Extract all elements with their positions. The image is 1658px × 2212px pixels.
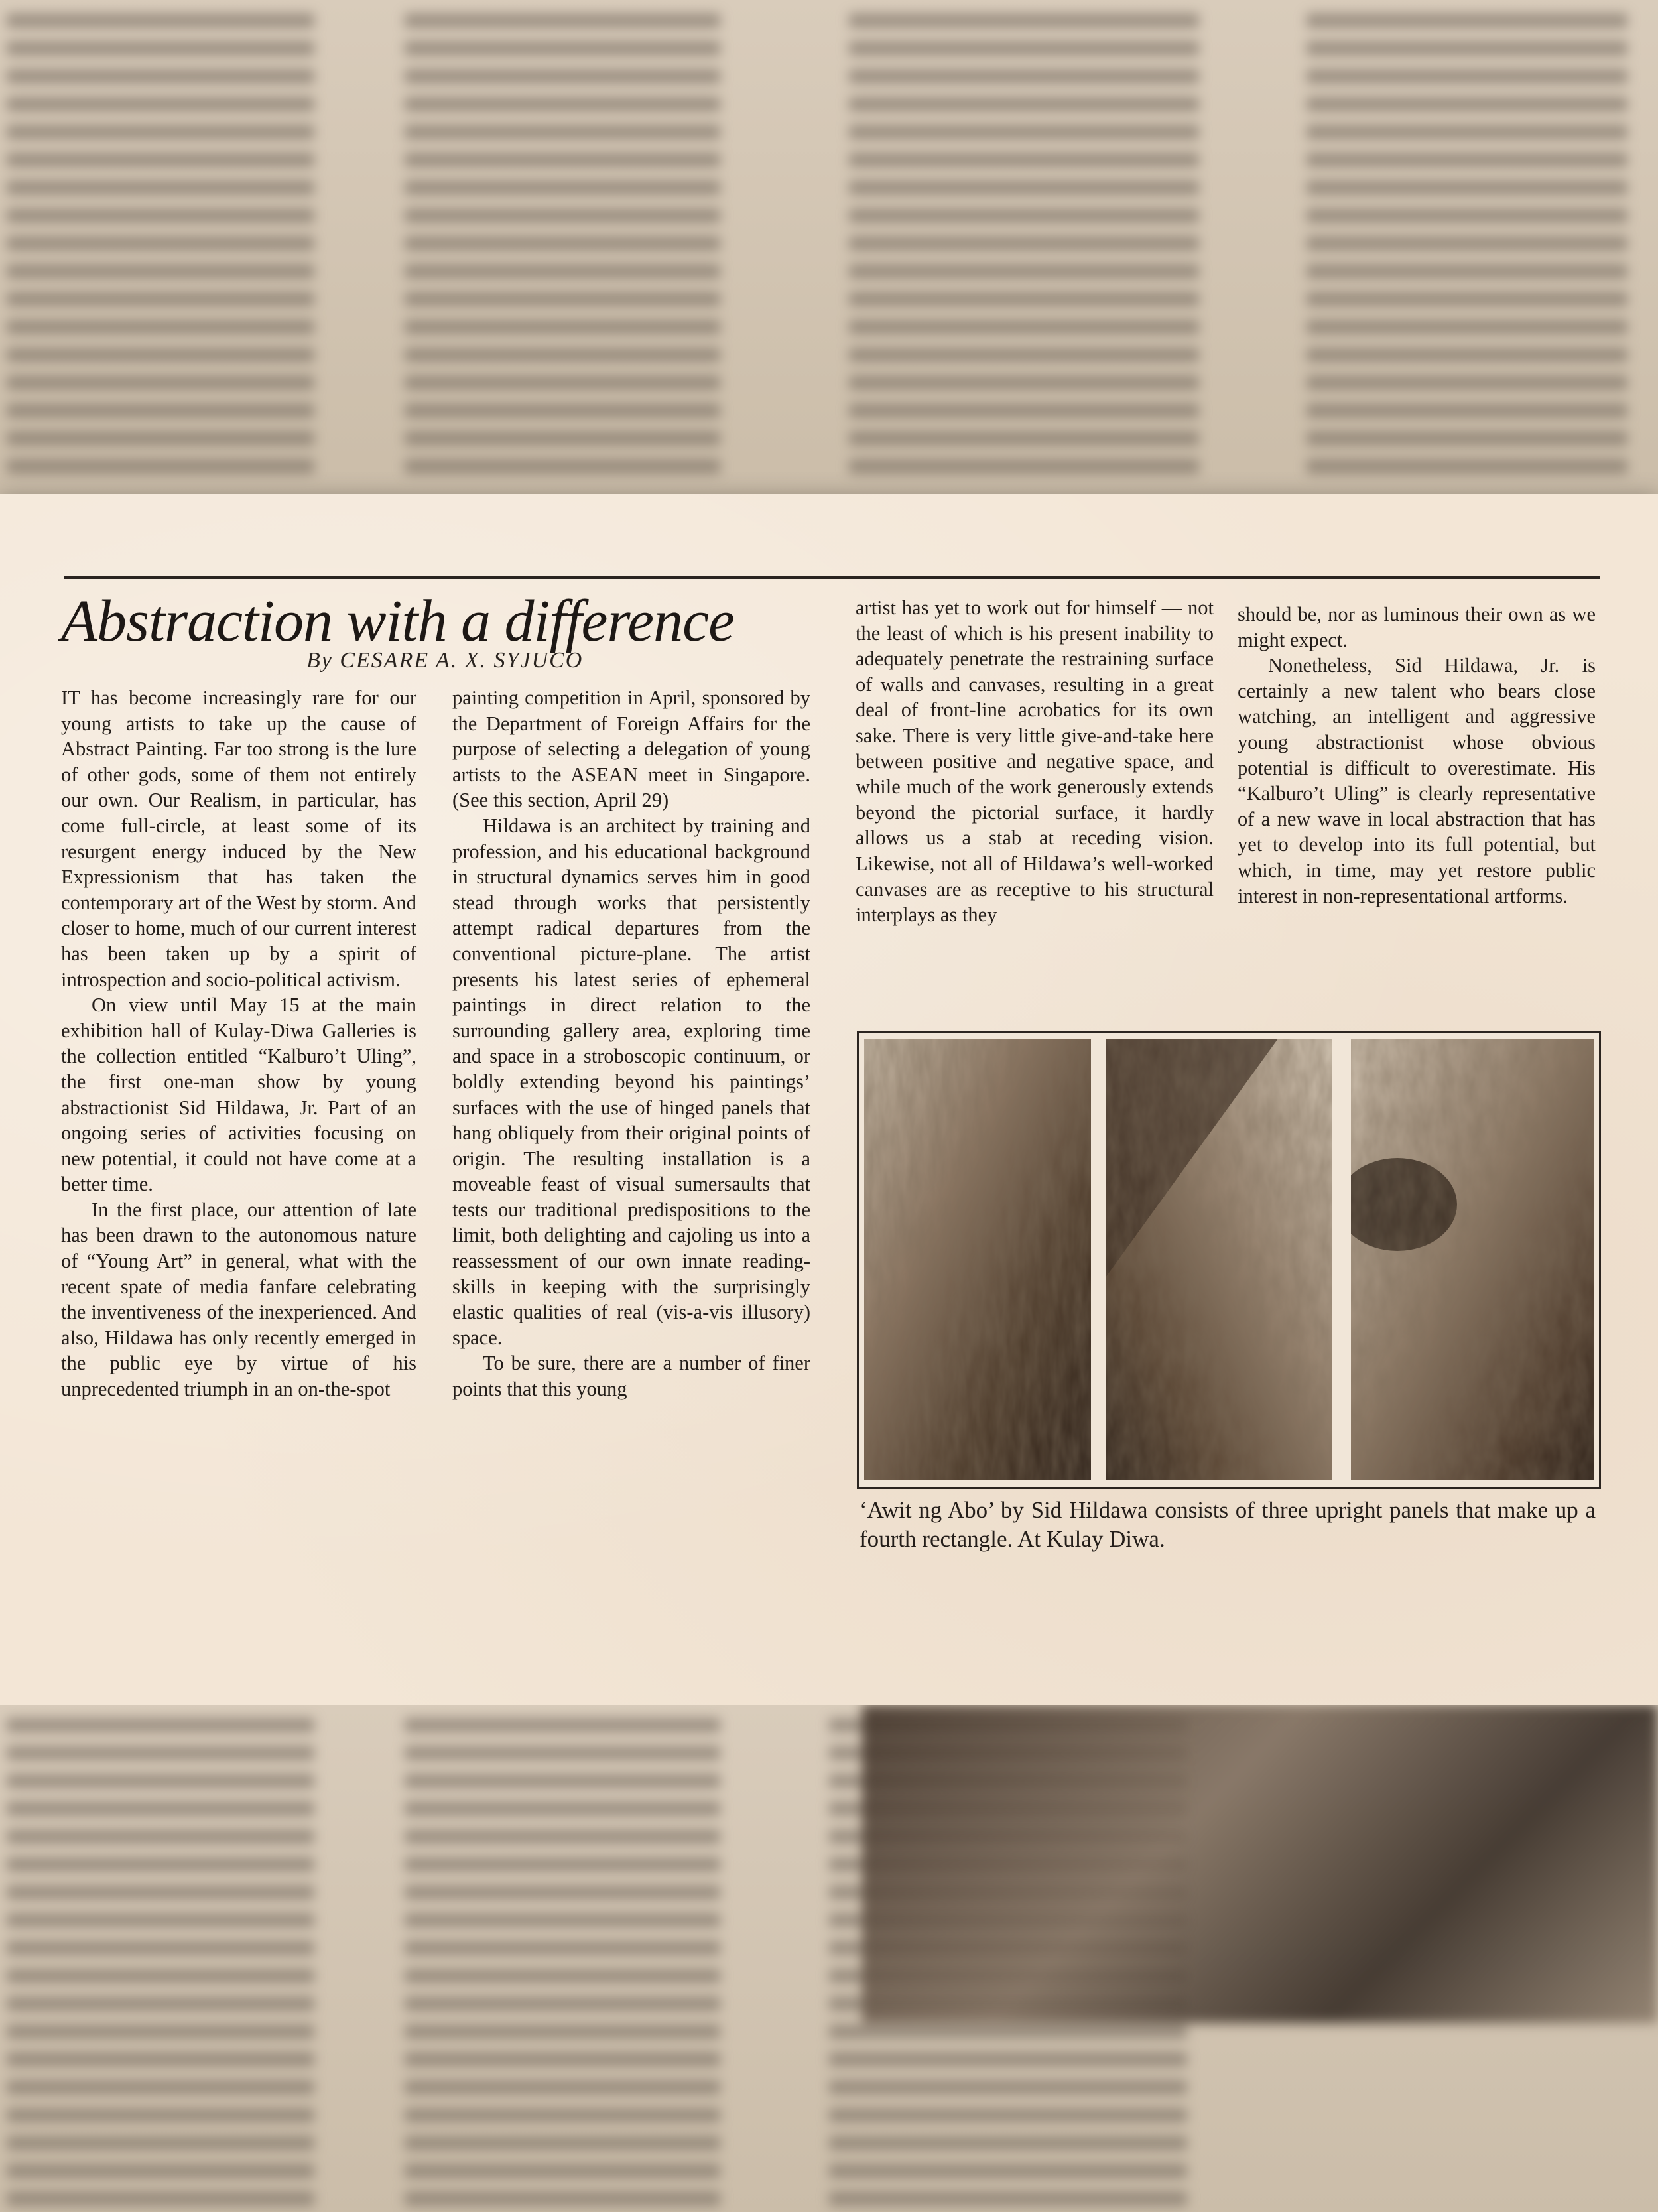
- blurred-text-line: [7, 97, 314, 111]
- blurred-text-line: [1307, 320, 1627, 334]
- blurred-text-line: [7, 1969, 314, 1983]
- blurred-text-line: [849, 375, 1199, 390]
- painting-panel-right: [1351, 1039, 1594, 1480]
- blurred-text-line: [405, 236, 720, 251]
- blurred-text-line: [829, 2191, 1187, 2206]
- blurred-text-line: [405, 2164, 720, 2178]
- blurred-text-line: [7, 1801, 314, 1816]
- blurred-text-line: [405, 1941, 720, 1955]
- blurred-text-line: [405, 348, 720, 362]
- blurred-text-line: [1307, 236, 1627, 251]
- blurred-text-line: [405, 2080, 720, 2095]
- blurred-text-line: [405, 1746, 720, 1760]
- paragraph: To be sure, there are a number of finer points that this young: [452, 1352, 810, 1401]
- painting-panel-center: [1106, 1039, 1332, 1480]
- blurred-text-line: [7, 348, 314, 362]
- blurred-text-line: [405, 13, 720, 28]
- blurred-text-line: [849, 320, 1199, 334]
- blurred-text-line: [7, 264, 314, 279]
- blurred-text-line: [829, 2080, 1187, 2095]
- paragraph: IT has become increasingly rare for our young artists to take up the cause of Abstract Painting. Far too strong is the lure of other gods, some of them not entirely our own. Our Realism, in particular, has come full-circle, at least some of its resurgent energy induced by the New Expressionism that has taken the contemporary art of the West by storm. And closer to home, much of our current interest has been taken up by a spirit of introspection and socio-political activism.: [61, 686, 416, 991]
- column-3: [856, 595, 1214, 928]
- blurred-text-line: [405, 1969, 720, 1983]
- blurred-text-line: [849, 264, 1199, 279]
- blurred-text-line: [405, 125, 720, 139]
- blurred-text-line: [405, 292, 720, 306]
- blurred-text-line: [7, 459, 314, 474]
- blurred-text-line: [405, 375, 720, 390]
- blurred-text-line: [849, 153, 1199, 167]
- blurred-text-line: [1307, 264, 1627, 279]
- paragraph: should be, nor as luminous their own as we might expect.: [1238, 603, 1596, 651]
- blurred-text-line: [1307, 208, 1627, 223]
- blurred-newspaper-bottom: [0, 1705, 1658, 2212]
- blurred-text-line: [405, 264, 720, 279]
- blurred-text-line: [849, 431, 1199, 446]
- blurred-text-line: [849, 41, 1199, 56]
- blurred-text-line: [849, 69, 1199, 84]
- blurred-text-line: [405, 153, 720, 167]
- blurred-text-line: [829, 2052, 1187, 2067]
- blurred-text-line: [405, 403, 720, 418]
- headline: Abstraction with a difference: [61, 588, 735, 654]
- blurred-text-line: [405, 1996, 720, 2011]
- blurred-text-line: [1307, 153, 1627, 167]
- blurred-text-line: [7, 41, 314, 56]
- blurred-text-line: [405, 1885, 720, 1900]
- blurred-text-line: [7, 2080, 314, 2095]
- blurred-text-line: [1307, 13, 1627, 28]
- blurred-newspaper-top: [0, 0, 1658, 494]
- blurred-text-line: [405, 2191, 720, 2206]
- blurred-text-line: [849, 97, 1199, 111]
- blurred-text-line: [7, 1774, 314, 1788]
- blurred-text-line: [7, 1885, 314, 1900]
- blurred-text-line: [849, 292, 1199, 306]
- byline: By CESARE A. X. SYJUCO: [306, 648, 584, 673]
- blurred-text-line: [7, 320, 314, 334]
- photo-caption: ‘Awit ng Abo’ by Sid Hildawa consists of three upright panels that make up a fourth rectangle. At Kulay Diwa.: [860, 1497, 1596, 1552]
- top-rule: [64, 576, 1600, 579]
- blurred-text-line: [405, 2024, 720, 2039]
- blurred-text-line: [7, 2052, 314, 2067]
- blurred-text-line: [7, 208, 314, 223]
- paragraph: Nonetheless, Sid Hildawa, Jr. is certainly a new talent who bears close watching, an intelligent and aggressive young abstractionist whose obvious potential is difficult to overestimate. His “Kalburo’t Uling” is clearly representative of a new wave in local abstraction that has yet to develop into its full potential, but which, in time, may yet restore public interest in non-representational artforms.: [1238, 654, 1596, 907]
- blurred-text-line: [7, 1829, 314, 1844]
- blurred-text-line: [1307, 41, 1627, 56]
- blurred-text-line: [405, 431, 720, 446]
- blurred-text-line: [1307, 180, 1627, 195]
- blurred-text-line: [1307, 348, 1627, 362]
- paragraph: Hildawa is an architect by training and profession, and his educational background in structural dynamics serves him in good stead through works that persistently attempt radical departures from the conventional picture-plane. The artist presents his latest series of ephemeral paintings in direct relation to the surrounding gallery area, exploring time and space in a stroboscopic continuum, or boldly extending beyond his paintings’ surfaces with the use of hinged panels that hang obliquely from their original points of origin. The resulting installation is a moveable feast of visual sumersaults that tests our traditional predispositions to the limit, both delighting and cajoling us into a reassessment of our own innate reading-skills in keeping with the surprisingly elastic qualities of real (vis-a-vis illusory) space.: [452, 814, 810, 1349]
- newspaper-clipping: [0, 494, 1658, 1705]
- blurred-text-line: [7, 1718, 314, 1732]
- blurred-text-line: [1307, 459, 1627, 474]
- blurred-text-line: [849, 180, 1199, 195]
- blurred-text-line: [405, 97, 720, 111]
- blurred-text-line: [1307, 125, 1627, 139]
- blurred-text-line: [1307, 69, 1627, 84]
- column-1: [61, 685, 416, 1402]
- blurred-text-line: [405, 1829, 720, 1844]
- blurred-photo: [862, 1705, 1658, 2023]
- blurred-text-line: [7, 1746, 314, 1760]
- blurred-text-line: [1307, 292, 1627, 306]
- blurred-text-line: [7, 292, 314, 306]
- blurred-text-line: [829, 2136, 1187, 2150]
- blurred-text-line: [849, 459, 1199, 474]
- blurred-text-line: [405, 2052, 720, 2067]
- blurred-text-line: [849, 403, 1199, 418]
- blurred-text-line: [849, 236, 1199, 251]
- blurred-text-line: [1307, 403, 1627, 418]
- blurred-text-line: [405, 1718, 720, 1732]
- blurred-text-line: [7, 1996, 314, 2011]
- blurred-text-line: [7, 1857, 314, 1872]
- blurred-text-line: [1307, 375, 1627, 390]
- blurred-text-line: [849, 125, 1199, 139]
- blurred-text-line: [7, 13, 314, 28]
- blurred-text-line: [849, 208, 1199, 223]
- blurred-text-line: [405, 41, 720, 56]
- blurred-text-line: [405, 69, 720, 84]
- blurred-text-line: [7, 2164, 314, 2178]
- blurred-text-line: [405, 320, 720, 334]
- blurred-text-line: [7, 2191, 314, 2206]
- blurred-text-line: [405, 208, 720, 223]
- blurred-text-line: [7, 236, 314, 251]
- column-2: [452, 685, 810, 1402]
- blurred-text-line: [7, 1913, 314, 1927]
- blurred-text-line: [829, 2164, 1187, 2178]
- painting-panel-left: [864, 1039, 1091, 1480]
- paragraph: artist has yet to work out for himself — not the least of which is his present inability to adequately penetrate the restraining surface of walls and canvases, resulting in a great deal of front-line acrobatics for its own sake. There is very little give-and-take here between positive and negative space, and while much of the work generously extends beyond the pictorial surface, it hardly allows us a stab at receding vision. Likewise, not all of Hildawa’s well-worked canvases are as receptive to his structural interplays as they: [856, 596, 1214, 927]
- paragraph: In the first place, our attention of late has been drawn to the autonomous nature of “Young Art” in general, what with the recent spate of media fanfare celebrating the inventiveness of the inexperienced. And also, Hildawa has only recently emerged in the public eye by virtue of his unprecedented triumph in an on-the-spot: [61, 1198, 416, 1401]
- blurred-text-line: [7, 180, 314, 195]
- blurred-text-line: [7, 403, 314, 418]
- blurred-text-line: [405, 1913, 720, 1927]
- artwork-photo: [857, 1031, 1601, 1489]
- blurred-text-line: [405, 1801, 720, 1816]
- blurred-text-line: [405, 180, 720, 195]
- blurred-text-line: [7, 1941, 314, 1955]
- paragraph: painting competition in April, sponsored by the Department of Foreign Affairs for the purpose of selecting a delegation of young artists to the ASEAN meet in Singapore. (See this section, April 29): [452, 686, 810, 812]
- blurred-text-line: [849, 348, 1199, 362]
- blurred-text-line: [7, 2024, 314, 2039]
- paragraph: On view until May 15 at the main exhibition hall of Kulay-Diwa Galleries is the collection entitled “Kalburo’t Uling”, the first one-man show by young abstractionist Sid Hildawa, Jr. Part of an ongoing series of activities focusing on new potential, it could not have come at a better time.: [61, 994, 416, 1196]
- blurred-text-line: [7, 375, 314, 390]
- blurred-text-line: [405, 459, 720, 474]
- blurred-text-line: [7, 2136, 314, 2150]
- blurred-text-line: [7, 153, 314, 167]
- blurred-text-line: [7, 69, 314, 84]
- blurred-text-line: [405, 1774, 720, 1788]
- blurred-text-line: [1307, 431, 1627, 446]
- blurred-text-line: [829, 2108, 1187, 2122]
- blurred-text-line: [405, 2108, 720, 2122]
- column-4: [1238, 602, 1596, 909]
- blurred-text-line: [7, 2108, 314, 2122]
- blurred-text-line: [405, 1857, 720, 1872]
- blurred-text-line: [1307, 97, 1627, 111]
- blurred-text-line: [405, 2136, 720, 2150]
- blurred-text-line: [849, 13, 1199, 28]
- blurred-text-line: [829, 2024, 1187, 2039]
- blurred-text-line: [7, 125, 314, 139]
- blurred-text-line: [7, 431, 314, 446]
